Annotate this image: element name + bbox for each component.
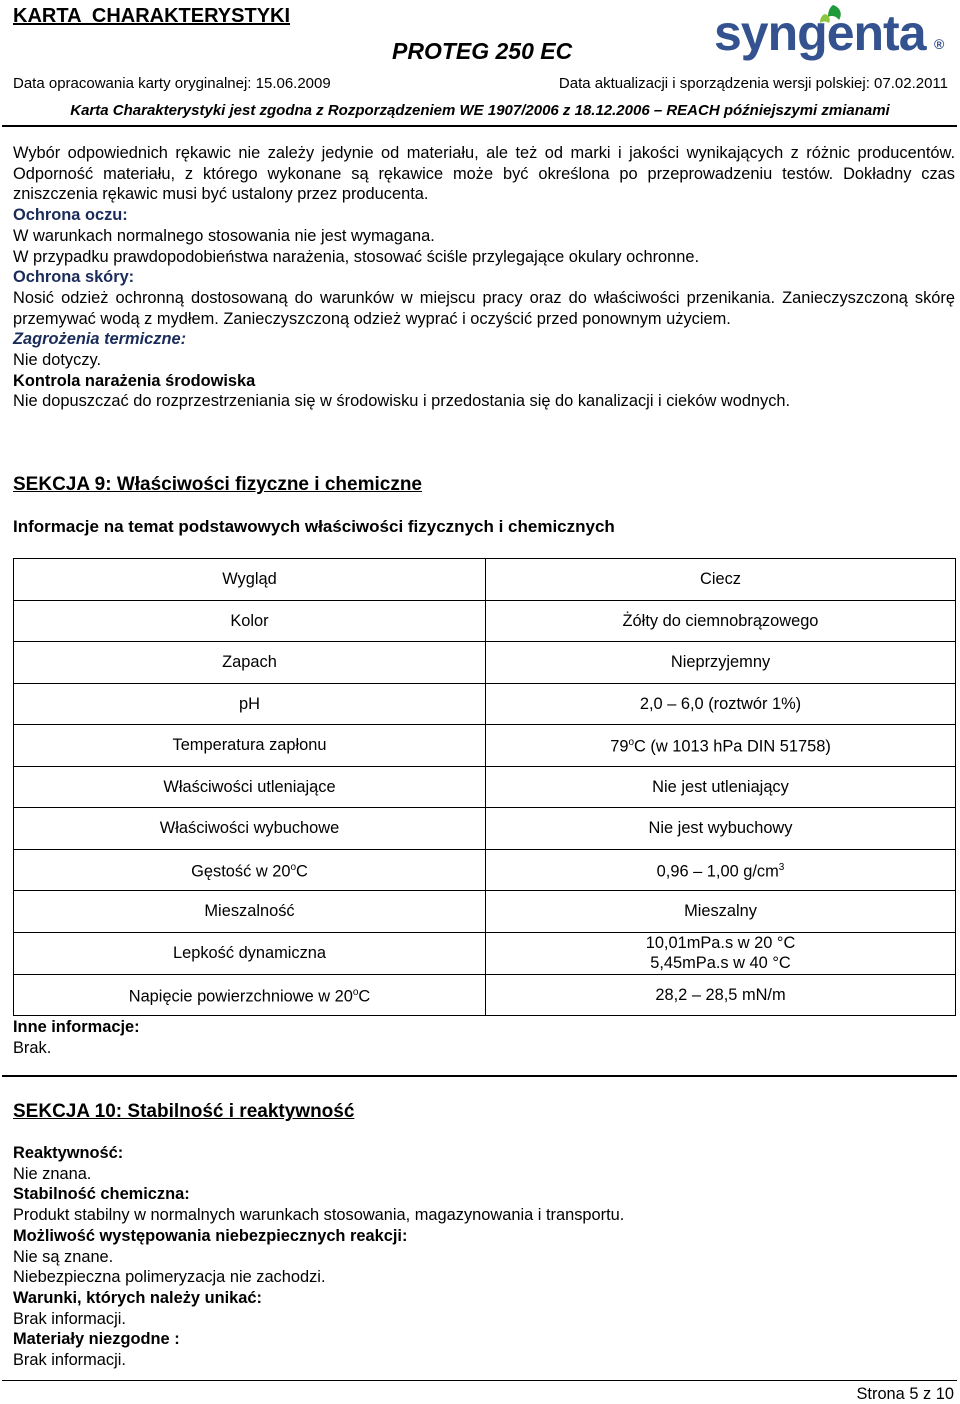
syngenta-logo-icon: [712, 2, 952, 64]
syngenta-logo: [712, 2, 952, 64]
thermal-hazards-text: Nie dotyczy.: [13, 351, 102, 370]
property-name: pH: [14, 683, 486, 725]
eye-protection-heading: Ochrona oczu:: [13, 206, 128, 225]
table-row: [14, 974, 956, 1016]
reactivity-heading: Reaktywność:: [13, 1144, 124, 1162]
table-row: [14, 683, 956, 725]
property-label: Napięcie powierzchniowe w 20: [128, 987, 353, 1006]
value-number: 79: [610, 737, 629, 756]
table-row: [14, 725, 956, 767]
table-row: [14, 559, 956, 601]
hazardous-reactions-text1: Nie są znane.: [13, 1247, 114, 1266]
page-number: Strona 5 z 10: [856, 1385, 954, 1403]
property-label: Gęstość w 20: [191, 862, 291, 881]
table-row: [14, 600, 956, 642]
section-divider: [2, 1075, 957, 1077]
property-value: Nie jest wybuchowy: [486, 808, 956, 850]
document-title: KARTA CHARAKTERYSTYKI: [13, 5, 291, 27]
hazardous-reactions-text2: Niebezpieczna polimeryzacja nie zachodzi.: [13, 1268, 326, 1287]
properties-table: [13, 558, 956, 1016]
logo-wordmark: syngenta: [714, 5, 926, 61]
table-row: [14, 891, 956, 933]
property-value: Ciecz: [486, 559, 956, 601]
property-value: [486, 725, 956, 767]
section8-body: [13, 143, 955, 412]
property-value: Żółty do ciemnobrązowego: [486, 600, 956, 642]
property-value: 28,2 – 28,5 mN/m: [486, 974, 956, 1016]
other-info-heading: Inne informacje:: [13, 1018, 140, 1036]
property-unit: C: [358, 987, 371, 1006]
property-name: Mieszalność: [14, 891, 486, 933]
property-value: Mieszalny: [486, 891, 956, 933]
table-row: [14, 808, 956, 850]
table-row: [14, 766, 956, 808]
logo-registered-mark: ®: [934, 36, 945, 52]
property-name: Zapach: [14, 642, 486, 684]
degree-superscript: o: [352, 986, 359, 998]
skin-protection-heading: Ochrona skóry:: [13, 268, 135, 287]
table-row: [14, 642, 956, 684]
gloves-paragraph: Wybór odpowiednich rękawic nie zależy jedynie od materiału, ale też od marki i jakości wynikających z różnic producentów. Odporność materiału, z którego wykonane są rękawice może być określona po przeprowadzeniu testów. Dokładny czas zniszczenia rękawic musi być ustalony przez producenta.: [13, 144, 955, 204]
section10-body: [13, 1143, 955, 1371]
environment-control-text: Nie dopuszczać do rozprzestrzeniania się w środowisku i przedostania się do kanalizacji i cieków wodnych.: [13, 392, 791, 411]
thermal-hazards-heading: Zagrożenia termiczne:: [13, 330, 187, 349]
conditions-to-avoid-heading: Warunki, których należy unikać:: [13, 1288, 262, 1307]
reactivity-text: Nie znana.: [13, 1164, 92, 1183]
value-line1: 10,01mPa.s w 20 °C: [645, 933, 796, 952]
table-row: [14, 932, 956, 974]
header-divider: [2, 125, 957, 127]
update-date: Data aktualizacji i sporządzenia wersji polskiej: 07.02.2011: [558, 75, 948, 92]
other-info: [13, 1017, 955, 1058]
section9-title: SEKCJA 9: Właściwości fizyczne i chemiczne: [13, 474, 422, 495]
cube-superscript: 3: [778, 861, 785, 873]
property-value: Nie jest utleniający: [486, 766, 956, 808]
property-value: [486, 932, 956, 974]
property-name: Temperatura zapłonu: [14, 725, 486, 767]
product-name: PROTEG 250 EC: [392, 38, 573, 64]
value-unit: C (w 1013 hPa DIN 51758): [634, 737, 831, 756]
property-name: [14, 849, 486, 891]
section9-subtitle: Informacje na temat podstawowych właściwości fizycznych i chemicznych: [13, 517, 615, 536]
incompatible-materials-text: Brak informacji.: [13, 1351, 126, 1370]
value-line2: 5,45mPa.s w 40 °C: [650, 954, 791, 972]
eye-protection-line2: W przypadku prawdopodobieństwa narażenia, stosować ściśle przylegające okulary ochronne.: [13, 247, 700, 266]
property-name: Właściwości wybuchowe: [14, 808, 486, 850]
property-name: Lepkość dynamiczna: [14, 932, 486, 974]
environment-control-heading: Kontrola narażenia środowiska: [13, 371, 256, 390]
hazardous-reactions-heading: Możliwość występowania niebezpiecznych reakcji:: [13, 1226, 408, 1245]
original-date: Data opracowania karty oryginalnej: 15.06.2009: [13, 75, 331, 92]
property-value: Nieprzyjemny: [486, 642, 956, 684]
degree-superscript: o: [628, 737, 634, 749]
property-unit: C: [296, 862, 308, 881]
regulation-note: Karta Charakterystyki jest zgodna z Rozporządzeniem WE 1907/2006 z 18.12.2006 – REACH późniejszymi zmianami: [70, 102, 890, 119]
eye-protection-line1: W warunkach normalnego stosowania nie jest wymagana.: [13, 226, 435, 245]
footer-divider: [2, 1380, 957, 1381]
property-value: [486, 849, 956, 891]
stability-heading: Stabilność chemiczna:: [13, 1185, 190, 1204]
section10-title: SEKCJA 10: Stabilność i reaktywność: [13, 1101, 355, 1122]
other-info-text: Brak.: [13, 1038, 52, 1057]
property-name: [14, 974, 486, 1016]
property-name: Wygląd: [14, 559, 486, 601]
property-name: Właściwości utleniające: [14, 766, 486, 808]
value-text: 0,96 – 1,00 g/cm: [656, 862, 779, 881]
property-name: Kolor: [14, 600, 486, 642]
skin-protection-paragraph: Nosić odzież ochronną dostosowaną do warunków w miejscu pracy oraz do właściwości przenikania. Zanieczyszczoną skórę przemywać wodą z mydłem. Zanieczyszczoną odzież wyprać i oczyścić przed ponownym użyciem.: [13, 288, 955, 328]
degree-superscript: o: [290, 861, 296, 873]
property-value: 2,0 – 6,0 (roztwór 1%): [486, 683, 956, 725]
conditions-to-avoid-text: Brak informacji.: [13, 1309, 126, 1328]
table-row: [14, 849, 956, 891]
incompatible-materials-heading: Materiały niezgodne :: [13, 1330, 180, 1349]
stability-text: Produkt stabilny w normalnych warunkach stosowania, magazynowania i transportu.: [13, 1206, 625, 1225]
